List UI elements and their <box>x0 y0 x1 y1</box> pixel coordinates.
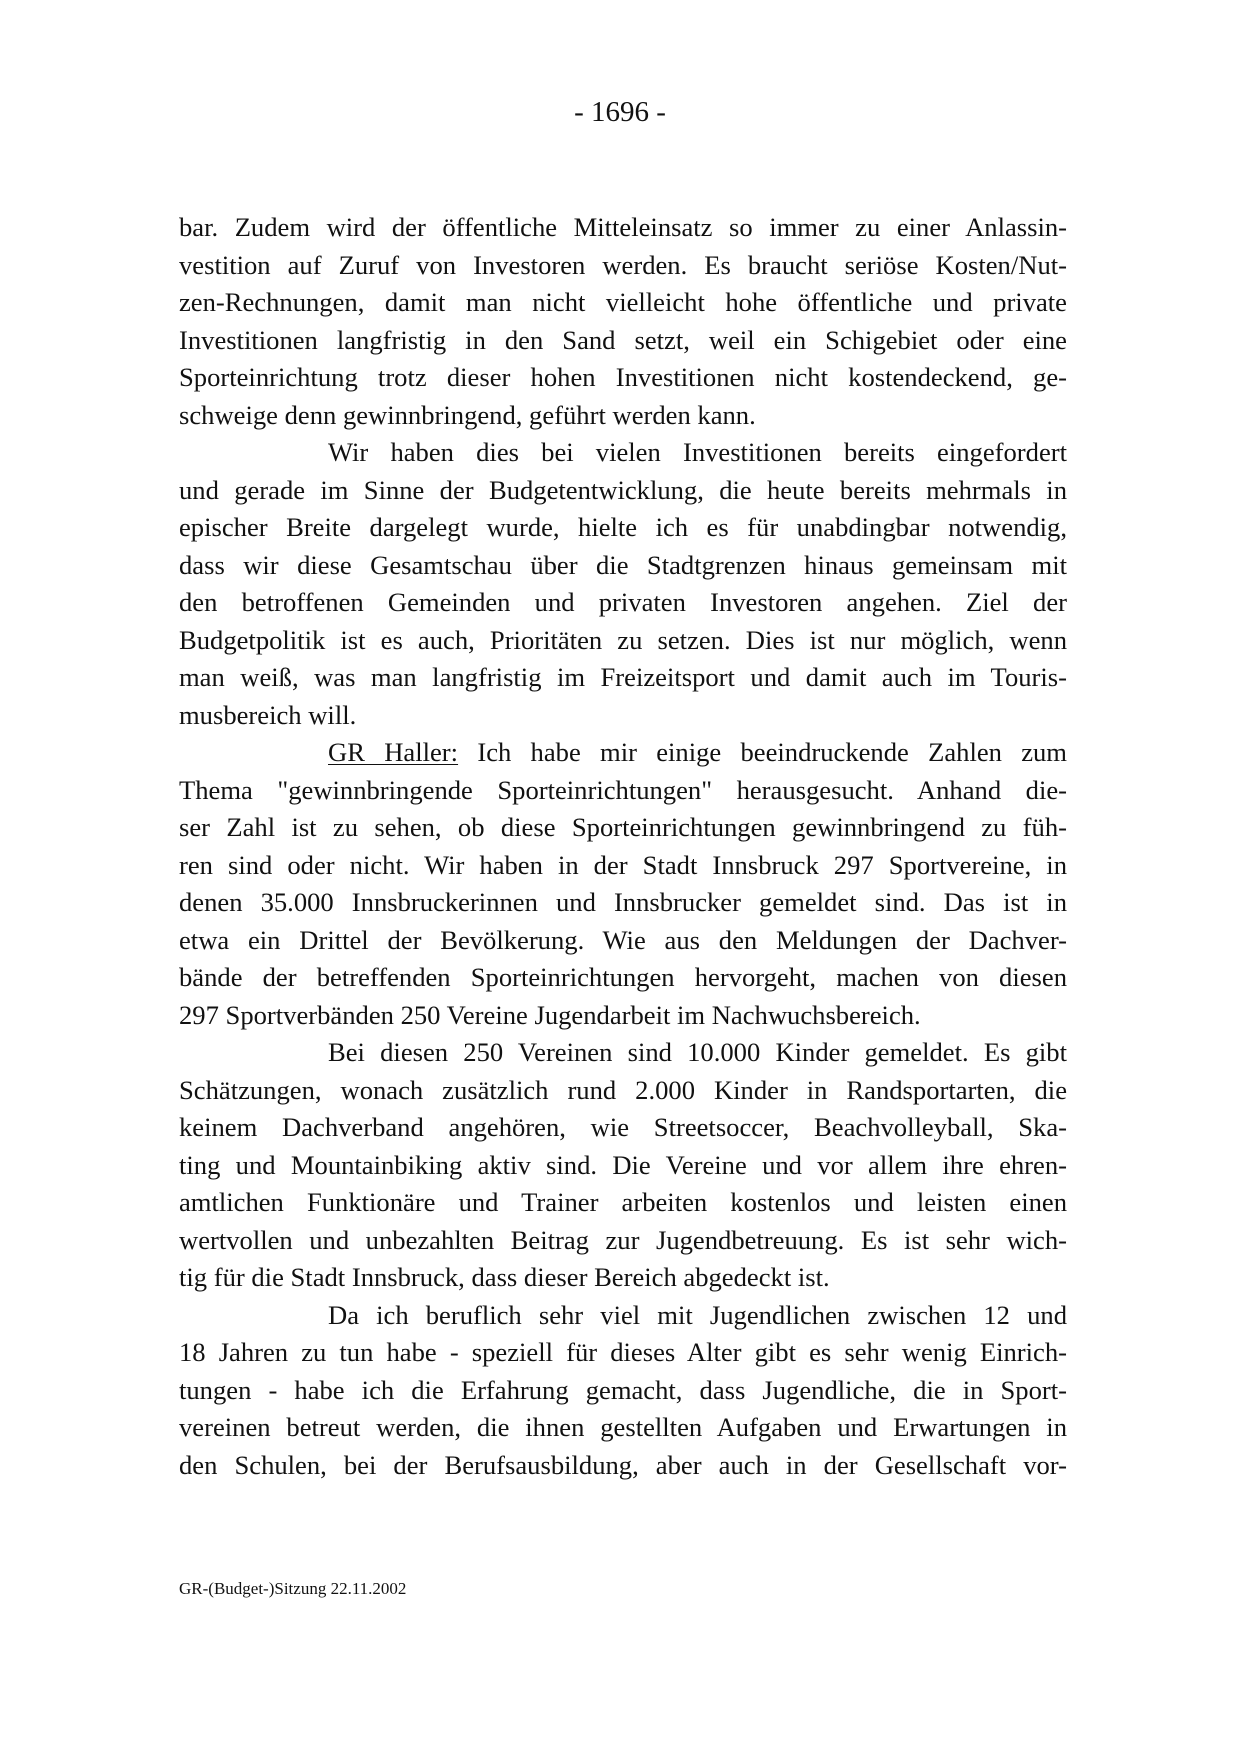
text-line: bände der betreffenden Sporteinrichtungen hervorgeht, machen von diesen <box>179 962 1067 992</box>
text-line: denen 35.000 Innsbruckerinnen und Innsbrucker gemeldet sind. Das ist in <box>179 887 1067 917</box>
text-line: und gerade im Sinne der Budgetentwicklung, die heute bereits mehrmals in <box>179 474 1067 505</box>
text-line: amtlichen Funktionäre und Trainer arbeiten kostenlos und leisten einen <box>179 1187 1067 1217</box>
paragraph <box>179 1034 1067 1297</box>
paragraph <box>179 434 1067 734</box>
speaker-line-text: Ich habe mir einige beeindruckende Zahlen zum <box>458 737 1067 767</box>
page-number: - 1696 - <box>574 96 666 128</box>
text-line: vestition auf Zuruf von Investoren werden. Es braucht seriöse Kosten/Nut- <box>179 249 1067 280</box>
text-line: Bei diesen 250 Vereinen sind 10.000 Kinder gemeldet. Es gibt <box>328 1037 1067 1067</box>
speaker-line <box>179 734 1067 772</box>
text-line: tig für die Stadt Innsbruck, dass dieser Bereich abgedeckt ist. <box>179 1262 830 1292</box>
text-line: ting und Mountainbiking aktiv sind. Die Vereine und vor allem ihre ehren- <box>179 1149 1067 1180</box>
text-line: Da ich beruflich sehr viel mit Jugendlichen zwischen 12 und <box>328 1299 1067 1330</box>
paragraph <box>179 209 1067 434</box>
footer: GR-(Budget-)Sitzung 22.11.2002 <box>179 1579 407 1598</box>
text-line: schweige denn gewinnbringend, geführt werden kann. <box>179 399 756 430</box>
text-line: den betroffenen Gemeinden und privaten Investoren angehen. Ziel der <box>179 587 1067 617</box>
speaker-name: GR Haller: <box>328 737 459 767</box>
text-line: vereinen betreut werden, die ihnen gestellten Aufgaben und Erwartungen in <box>179 1412 1067 1442</box>
text-line: Investitionen langfristig in den Sand setzt, weil ein Schigebiet oder eine <box>179 324 1067 355</box>
text-line: zen-Rechnungen, damit man nicht vielleicht hohe öffentliche und private <box>179 287 1067 317</box>
text-line: ren sind oder nicht. Wir haben in der Stadt Innsbruck 297 Sportvereine, in <box>179 849 1067 880</box>
text-line: Thema "gewinnbringende Sporteinrichtungen" herausgesucht. Anhand die- <box>179 774 1067 805</box>
text-line: keinem Dachverband angehören, wie Streetsoccer, Beachvolleyball, Ska- <box>179 1112 1067 1142</box>
text-line: dass wir diese Gesamtschau über die Stadtgrenzen hinaus gemeinsam mit <box>179 549 1067 580</box>
body-text <box>179 209 1067 1484</box>
text-line: epischer Breite dargelegt wurde, hielte ich es für unabdingbar notwendig, <box>179 512 1067 542</box>
text-line: musbereich will. <box>179 699 357 730</box>
text-line: Budgetpolitik ist es auch, Prioritäten zu setzen. Dies ist nur möglich, wenn <box>179 624 1067 655</box>
paragraph <box>179 1297 1067 1485</box>
text-line: Wir haben dies bei vielen Investitionen bereits eingefordert <box>328 437 1067 467</box>
text-line: den Schulen, bei der Berufsausbildung, aber auch in der Gesellschaft vor- <box>179 1449 1067 1480</box>
text-line: 18 Jahren zu tun habe - speziell für dieses Alter gibt es sehr wenig Einrich- <box>179 1337 1067 1367</box>
text-line: man weiß, was man langfristig im Freizeitsport und damit auch im Touris- <box>179 662 1067 692</box>
paragraph-speaker <box>179 734 1067 1034</box>
text-line: tungen - habe ich die Erfahrung gemacht, dass Jugendliche, die in Sport- <box>179 1374 1067 1405</box>
text-line: etwa ein Drittel der Bevölkerung. Wie aus den Meldungen der Dachver- <box>179 924 1067 955</box>
text-line: Sporteinrichtung trotz dieser hohen Investitionen nicht kostendeckend, ge- <box>179 362 1067 392</box>
text-line: bar. Zudem wird der öffentliche Mitteleinsatz so immer zu einer Anlassin- <box>179 212 1067 242</box>
text-line: ser Zahl ist zu sehen, ob diese Sporteinrichtungen gewinnbringend zu füh- <box>179 812 1067 842</box>
text-line: Schätzungen, wonach zusätzlich rund 2.000 Kinder in Randsportarten, die <box>179 1074 1067 1105</box>
text-line: 297 Sportverbänden 250 Vereine Jugendarbeit im Nachwuchsbereich. <box>179 999 921 1030</box>
text-line: wertvollen und unbezahlten Beitrag zur Jugendbetreuung. Es ist sehr wich- <box>179 1224 1067 1255</box>
